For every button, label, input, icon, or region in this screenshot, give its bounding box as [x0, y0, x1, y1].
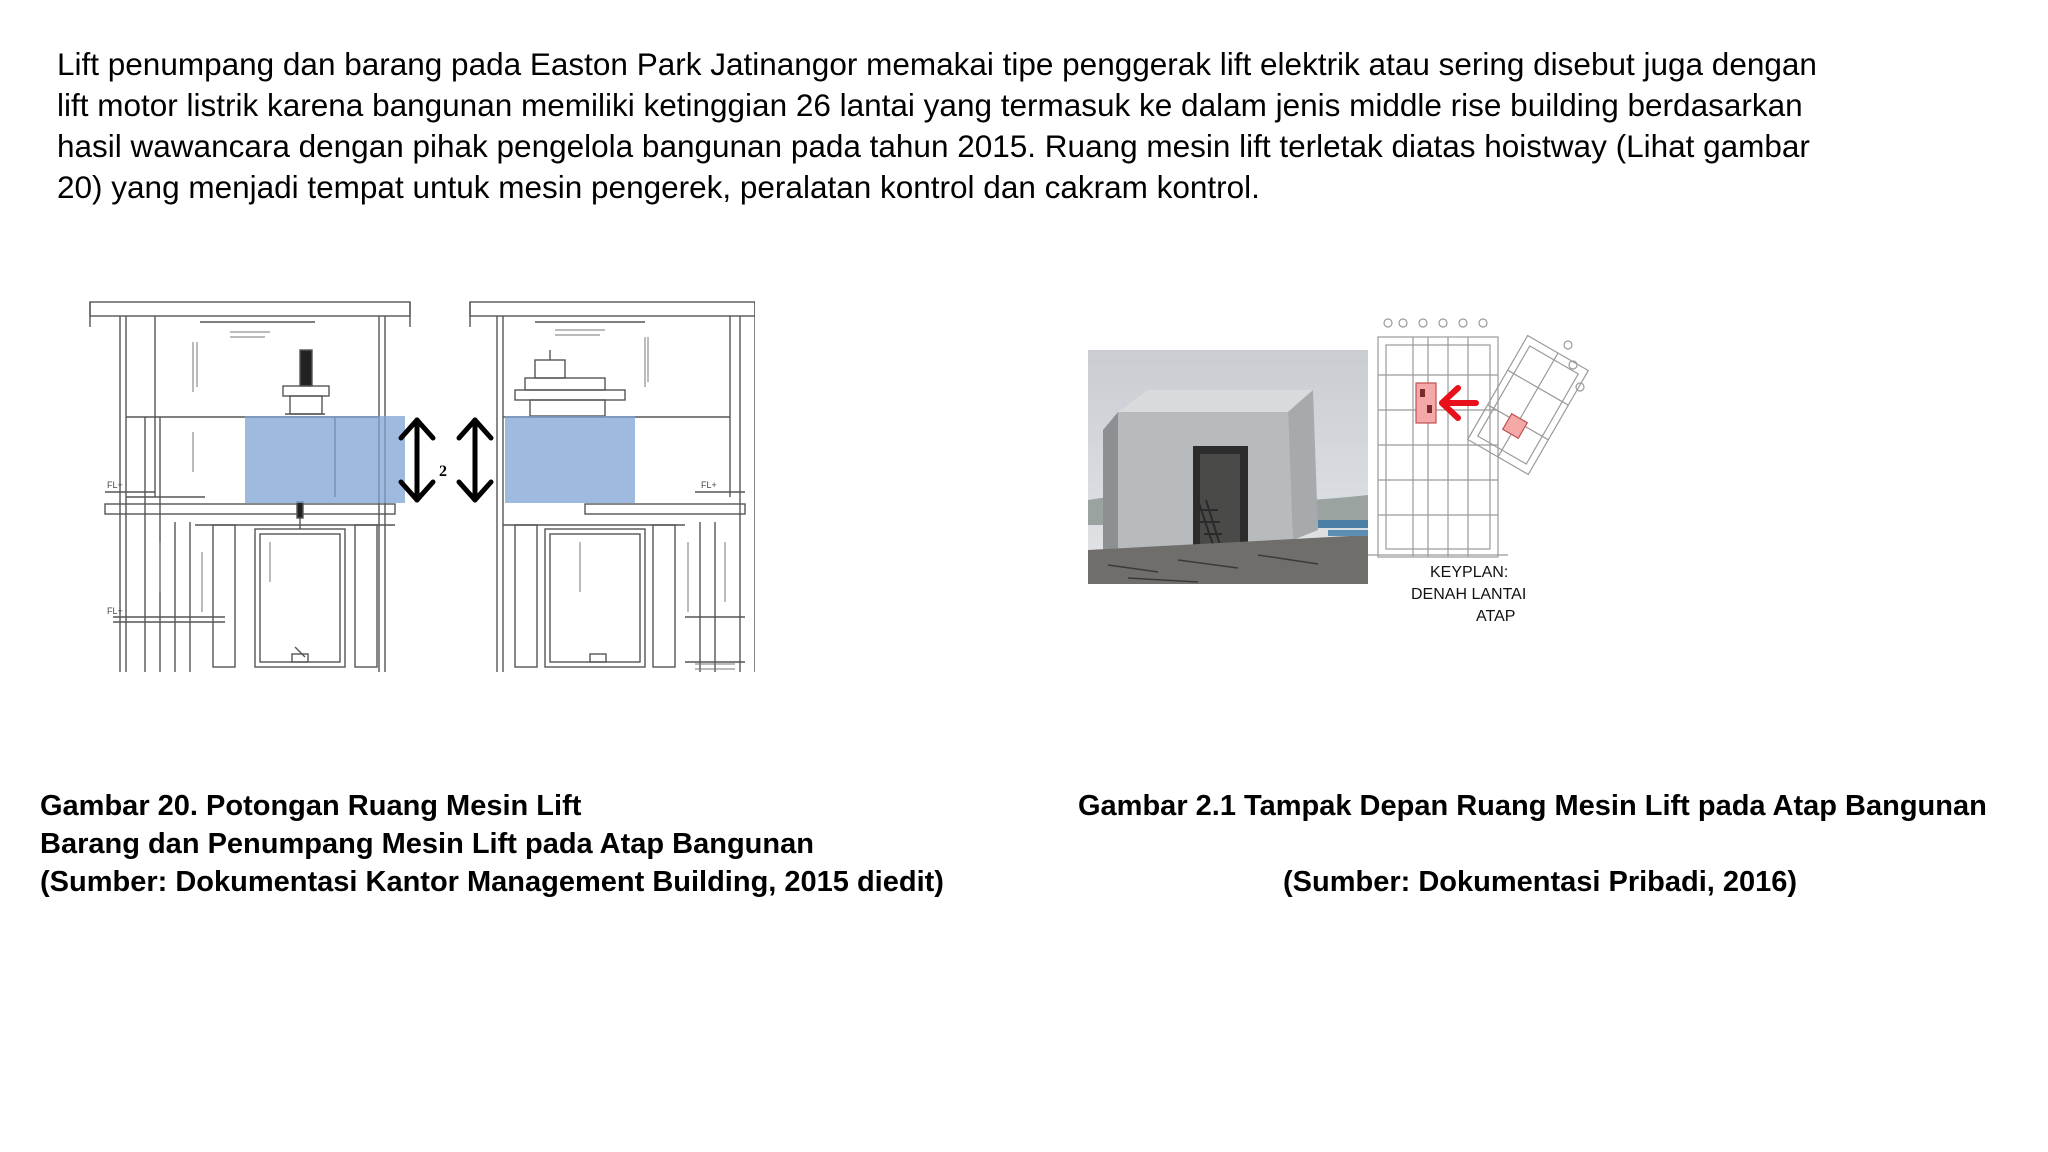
keyplan-subtitle-2: ATAP	[1476, 608, 1516, 625]
machine-room-photo	[1088, 350, 1368, 584]
fl-label: FL+	[107, 606, 123, 616]
paragraph-line: hasil wawancara dengan pihak pengelola bangunan pada tahun 2015. Ruang mesin lift terletak diatas hoistway (Lihat gambar	[57, 128, 1810, 164]
machine-room-highlight	[505, 416, 635, 503]
intro-paragraph	[57, 44, 2017, 208]
location-arrow-icon	[1442, 388, 1476, 418]
caption-line: Barang dan Penumpang Mesin Lift pada Atap Bangunan	[40, 828, 814, 860]
fl-label: FL+	[701, 480, 717, 490]
caption-line: Gambar 20. Potongan Ruang Mesin Lift	[40, 790, 582, 822]
keyplan-subtitle: DENAH LANTAI	[1411, 586, 1527, 603]
fl-label: FL+	[107, 480, 123, 490]
roof-keyplan	[1368, 315, 1593, 590]
height-arrow-icon	[401, 420, 433, 500]
paragraph-line: Lift penumpang dan barang pada Easton Park Jatinangor memakai tipe penggerak lift elektrik atau sering disebut juga dengan	[57, 46, 1817, 82]
keyplan-title: KEYPLAN:	[1430, 564, 1509, 581]
paragraph-line: 20) yang menjadi tempat untuk mesin pengerek, peralatan kontrol dan cakram kontrol.	[57, 169, 1260, 205]
machine-room-highlight	[245, 416, 405, 503]
dimension-marker-label: 2	[439, 463, 447, 480]
machine-room-section-drawing	[85, 292, 755, 682]
figure-2-1-caption: Gambar 2.1 Tampak Depan Ruang Mesin Lift pada Atap Bangunan	[1078, 790, 1987, 822]
figure-2-1-source: (Sumber: Dokumentasi Pribadi, 2016)	[1283, 866, 1798, 898]
machine-room-marker	[1503, 414, 1528, 439]
caption-line: (Sumber: Dokumentasi Kantor Management Building, 2015 diedit)	[40, 866, 944, 898]
paragraph-line: lift motor listrik karena bangunan memiliki ketinggian 26 lantai yang termasuk ke dalam jenis middle rise building berdasarkan	[57, 87, 1803, 123]
machine-room-marker	[1416, 383, 1436, 423]
height-arrow-icon	[459, 420, 491, 500]
figure-20-caption	[40, 787, 944, 901]
